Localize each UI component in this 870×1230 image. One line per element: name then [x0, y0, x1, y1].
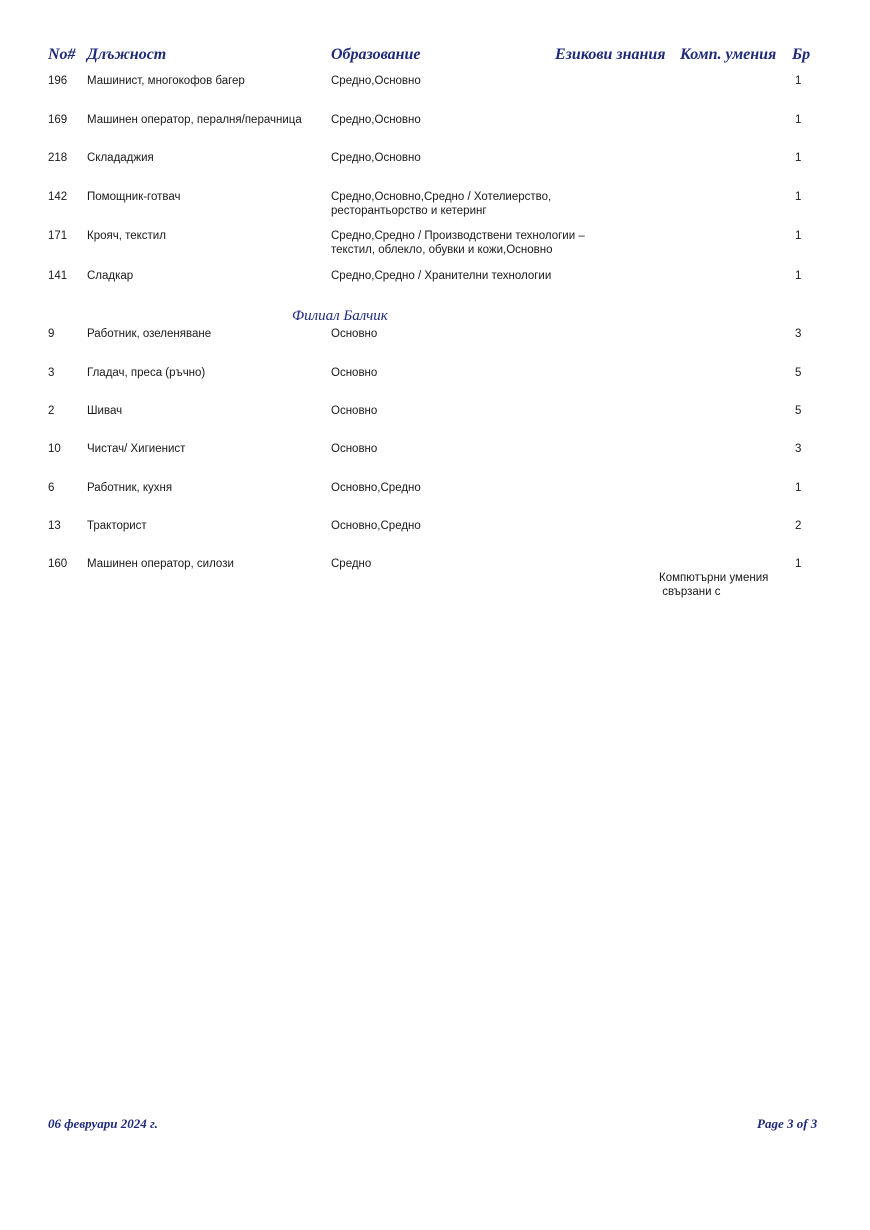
job-education-line: Средно,Основно,Средно / Хотелиерство, — [331, 191, 552, 203]
header-count: Бр — [792, 46, 811, 63]
job-position: Машинен оператор, силози — [87, 558, 234, 570]
job-position: Гладач, преса (ръчно) — [87, 367, 206, 379]
job-education-line: Основно — [331, 443, 378, 455]
job-education-line: Основно — [331, 328, 378, 340]
job-position: Машинист, многокофов багер — [87, 75, 245, 87]
job-number: 218 — [48, 152, 68, 164]
job-education-line: Средно — [331, 558, 372, 570]
job-number: 196 — [48, 75, 68, 87]
job-education — [331, 151, 421, 165]
job-count: 1 — [795, 114, 802, 126]
job-count: 5 — [795, 405, 802, 417]
header-education: Образование — [331, 46, 421, 63]
job-count: 1 — [795, 558, 802, 570]
job-count: 3 — [795, 328, 802, 340]
job-number: 2 — [48, 405, 55, 417]
branch-title: Филиал Балчик — [292, 308, 388, 324]
job-number: 141 — [48, 270, 68, 282]
header-position: Длъжност — [87, 46, 167, 63]
footer-date: 06 февруари 2024 г. — [48, 1116, 158, 1131]
job-education-line: Средно,Основно — [331, 114, 421, 126]
job-education — [331, 442, 377, 456]
computer-skills-note: Компютърни умения свързани с — [659, 572, 769, 598]
job-education-line: ресторантьорство и кетеринг — [331, 205, 487, 217]
job-education — [331, 229, 585, 257]
job-education — [331, 366, 377, 380]
job-count: 1 — [795, 230, 802, 242]
job-education — [331, 190, 551, 218]
job-position: Чистач/ Хигиенист — [87, 443, 186, 455]
job-number: 171 — [48, 230, 68, 242]
job-education — [331, 74, 421, 88]
job-number: 10 — [48, 443, 61, 455]
job-number: 169 — [48, 114, 68, 126]
job-position: Тракторист — [87, 520, 147, 532]
job-education — [331, 481, 421, 495]
job-position: Крояч, текстил — [87, 230, 166, 242]
header-languages: Езикови знания — [555, 46, 666, 63]
job-position: Помощник-готвач — [87, 191, 181, 203]
job-count: 1 — [795, 270, 802, 282]
job-count: 1 — [795, 482, 802, 494]
job-education — [331, 113, 421, 127]
job-count: 3 — [795, 443, 802, 455]
job-count: 1 — [795, 152, 802, 164]
job-education — [331, 327, 377, 341]
job-position: Работник, озеленяване — [87, 328, 212, 340]
job-education-line: Средно,Средно / Производствени технологии – — [331, 230, 585, 242]
job-education-line: Средно,Основно — [331, 75, 421, 87]
header-no: No# — [48, 46, 76, 63]
job-position: Машинен оператор, пералня/перачница — [87, 114, 302, 126]
job-number: 13 — [48, 520, 61, 532]
job-count: 2 — [795, 520, 802, 532]
job-education-line: Основно,Средно — [331, 482, 421, 494]
job-education-line: Основно,Средно — [331, 520, 421, 532]
job-number: 9 — [48, 328, 55, 340]
job-count: 1 — [795, 191, 802, 203]
job-number: 6 — [48, 482, 55, 494]
job-position: Склададжия — [87, 152, 154, 164]
job-education — [331, 557, 371, 571]
job-education-line: текстил, облекло, обувки и кожи,Основно — [331, 244, 553, 256]
job-position: Работник, кухня — [87, 482, 173, 494]
job-education — [331, 404, 377, 418]
job-education-line: Средно,Основно — [331, 152, 421, 164]
job-number: 3 — [48, 367, 55, 379]
job-education-line: Основно — [331, 405, 378, 417]
header-computer-skills: Комп. умения — [680, 46, 777, 63]
job-count: 5 — [795, 367, 802, 379]
job-number: 160 — [48, 558, 68, 570]
job-education-line: Основно — [331, 367, 378, 379]
job-education — [331, 269, 551, 283]
job-position: Сладкар — [87, 270, 134, 282]
footer-page-number: Page 3 of 3 — [757, 1116, 818, 1131]
job-position: Шивач — [87, 405, 123, 417]
job-count: 1 — [795, 75, 802, 87]
job-education-line: Средно,Средно / Хранителни технологии — [331, 270, 552, 282]
job-number: 142 — [48, 191, 68, 203]
job-education — [331, 519, 421, 533]
